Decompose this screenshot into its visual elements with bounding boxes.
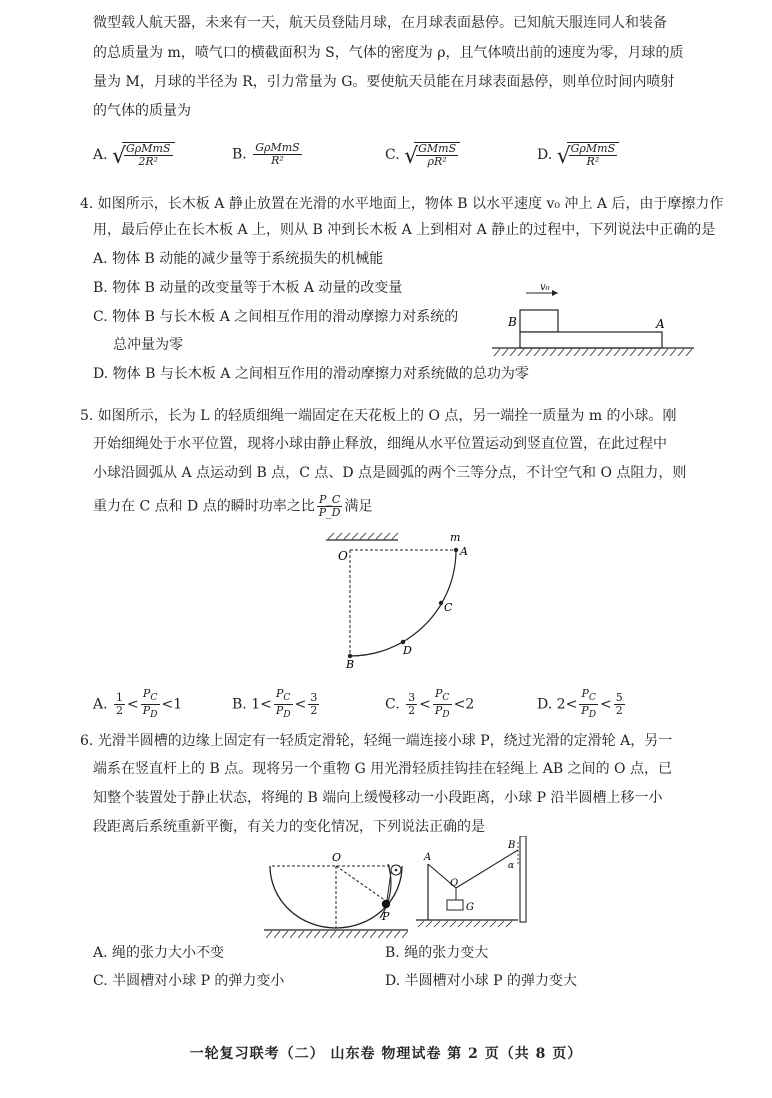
q5-stem-2: 开始细绳处于水平位置，现将小球由静止释放，细绳从水平位置运动到竖直位置，在此过程中 [93, 436, 667, 452]
q5-a-left-num: 1 [116, 691, 124, 705]
q5-fig-d: D [403, 644, 412, 657]
q4-fig-v0: v₀ [540, 282, 550, 293]
q4-stem-2: 用，最后停止在长木板 A 上，则从 B 冲到长木板 A 上到相对 A 静止的过程中，下列说法中正确的是 [93, 222, 716, 238]
q5-b-left: 1 [251, 696, 261, 713]
q5-d-left: 2 [556, 696, 566, 713]
q3-b-num: GρMmS [255, 141, 300, 154]
q5-c-label: C. [385, 696, 400, 713]
q5-fig-m: m [450, 531, 461, 544]
q6-stem-4: 段距离后系统重新平衡，有关力的变化情况，下列说法正确的是 [93, 819, 485, 835]
q6-option-b: B. 绳的张力变大 [385, 945, 489, 961]
q3-option-d-label: D. [537, 147, 553, 163]
q5-option-a: A. $\frac{1}{2}$ < $\frac{P_C}{P_D}$ <1 [93, 687, 183, 721]
q6-fig1-p: P [382, 910, 390, 923]
q3-a-num: GρMmS [126, 142, 171, 155]
q3-d-num: GρMmS [570, 142, 616, 155]
q5-d-right-den: 2 [615, 704, 623, 718]
q5-a-left-den: 2 [116, 704, 124, 718]
q4-option-c-cont: 总冲量为零 [113, 337, 183, 353]
q3-b-den: R² [271, 154, 284, 167]
q5-a-label: A. [93, 696, 108, 713]
q5-stem-1: 5. 如图所示，长为 L 的轻质细绳一端固定在天花板上的 O 点，另一端拴一质量为 m 的小球。刚 [80, 408, 677, 424]
q5-stem-3: 小球沿圆弧从 A 点运动到 B 点，C 点、D 点是圆弧的两个三等分点，不计空气和 O 点阻力，则 [93, 465, 687, 481]
q6-fig2-o: O [450, 878, 459, 889]
q6-fig2-alpha: α [508, 861, 515, 871]
q3-line-2: 的总质量为 m，喷气口的横截面积为 S，气体的密度为 ρ，且气体喷出前的速度为零，月球的质 [93, 45, 684, 61]
q4-option-d: D. 物体 B 与长木板 A 之间相互作用的滑动摩擦力对系统做的总功为零 [93, 366, 529, 382]
q4-fig-a-label: A [656, 317, 665, 331]
q5-ratio-den: P_D [318, 506, 341, 519]
q5-b-right-den: 2 [310, 704, 318, 718]
q4-option-c: C. 物体 B 与长木板 A 之间相互作用的滑动摩擦力对系统的 [93, 309, 459, 325]
page-footer: 一轮复习联考（二） 山东卷 物理试卷 第 2 页（共 8 页） [189, 1046, 583, 1062]
q5-fig-a: A [460, 545, 468, 558]
q6-stem-2: 端系在竖直杆上的 B 点。现将另一个重物 G 用光滑轻质挂钩挂在轻绳上 AB 之间的 O 点，已 [93, 761, 672, 777]
q3-line-4: 的气体的质量为 [93, 103, 191, 119]
q3-c-den: ρR² [427, 155, 447, 168]
q4-option-a: A. 物体 B 动能的减少量等于系统损失的机械能 [93, 251, 384, 267]
q3-c-num: GMmS [418, 142, 457, 155]
q5-option-c: C. $\frac{3}{2}$ < $\frac{P_C}{P_D}$ <2 [385, 687, 475, 721]
q4-fig-b-label: B [508, 315, 517, 329]
q5-ratio-num: P_C [317, 494, 343, 507]
q5-stem-4-after: 满足 [344, 498, 373, 515]
q3-option-a-label: A. [93, 147, 108, 163]
q5-pendulum-figure [318, 528, 478, 670]
q3-option-c-label: C. [385, 147, 400, 163]
q6-rope-figure [414, 836, 538, 928]
q3-line-1: 微型载人航天器，未来有一天，航天员登陆月球，在月球表面悬停。已知航天服连同人和装备 [93, 15, 667, 31]
q4-option-b: B. 物体 B 动量的改变量等于木板 A 动量的改变量 [93, 280, 403, 296]
q5-fig-c: C [444, 601, 453, 614]
q6-fig2-b: B [508, 840, 516, 851]
q5-option-b: B. 1< $\frac{P_C}{P_D}$ < $\frac{3}{2}$ [232, 687, 318, 721]
q4-block-b [520, 310, 558, 332]
q3-line-3: 量为 M，月球的半径为 R，引力常量为 G。要使航天员能在月球表面悬停，则单位时间内喷射 [93, 74, 675, 90]
q6-fig2-a: A [424, 852, 432, 863]
q5-a-right: 1 [173, 696, 183, 713]
q5-c-left-den: 2 [408, 704, 416, 718]
q5-option-d: D. 2< $\frac{P_C}{P_D}$ < $\frac{5}{2}$ [537, 687, 623, 721]
q5-fig-o: O [338, 549, 348, 563]
q5-fig-b: B [346, 658, 355, 670]
q4-board-a [520, 332, 662, 348]
q5-d-right-num: 5 [615, 691, 623, 705]
q5-stem-4 [93, 494, 372, 519]
q3-option-c: C. √ $\frac{\text{GMmS}}{\text{ρR²}}$ [385, 142, 460, 168]
q6-option-a: A. 绳的张力大小不变 [93, 945, 225, 961]
q5-d-label: D. [537, 696, 553, 713]
q5-b-label: B. [232, 696, 247, 713]
q4-board-block-figure [486, 278, 700, 360]
q3-option-a: A. √ $\frac{\text{GρMmS}}{\text{2R²}}$ [93, 142, 175, 168]
q6-fig2-g: G [466, 902, 474, 913]
q6-semicircle-figure [262, 848, 410, 940]
q5-c-right: 2 [465, 696, 475, 713]
q3-d-den: R² [586, 155, 600, 168]
q5-b-right-num: 3 [310, 691, 318, 705]
q3-a-den: 2R² [138, 155, 159, 168]
q3-option-b-label: B. [232, 146, 247, 163]
q3-option-b [232, 142, 304, 167]
q6-fig1-o: O [332, 851, 342, 864]
q4-stem-1: 4. 如图所示，长木板 A 静止放置在光滑的水平地面上，物体 B 以水平速度 v₀ 冲上 A 后，由于摩擦力作 [80, 196, 724, 212]
q5-stem-4-before: 重力在 C 点和 D 点的瞬时功率之比 [93, 498, 315, 515]
q6-stem-1: 6. 光滑半圆槽的边缘上固定有一轻质定滑轮，轻绳一端连接小球 P，绕过光滑的定滑轮 A，另一 [80, 733, 673, 749]
q3-option-d: D. √ $\frac{\text{GρMmS}}{\text{R²}}$ [537, 142, 619, 168]
q6-stem-3: 知整个装置处于静止状态，将绳的 B 端向上缓慢移动一小段距离，小球 P 沿半圆槽上移一小 [93, 790, 663, 806]
q6-option-d: D. 半圆槽对小球 P 的弹力变大 [385, 973, 577, 989]
q5-c-left-num: 3 [408, 691, 416, 705]
q6-option-c: C. 半圆槽对小球 P 的弹力变小 [93, 973, 285, 989]
